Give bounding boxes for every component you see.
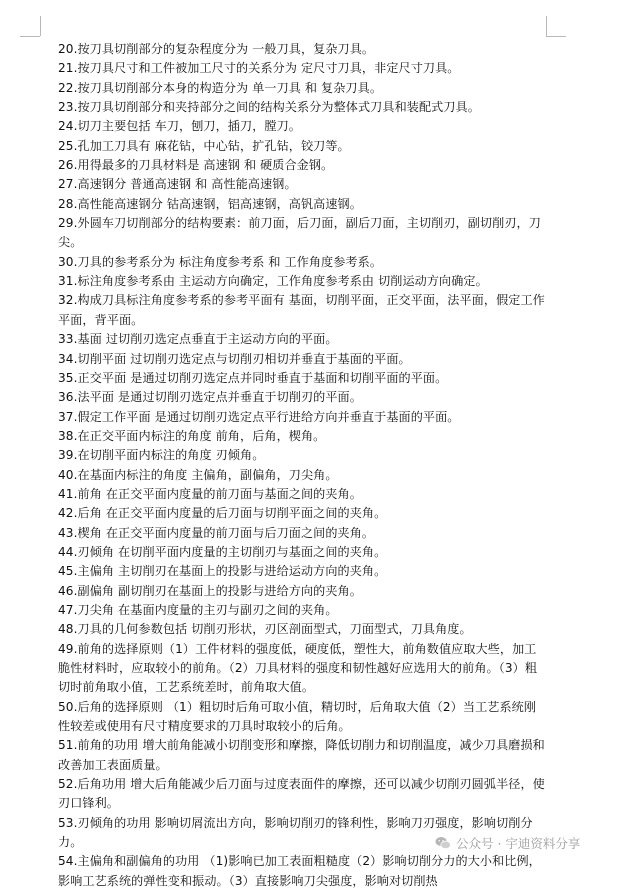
watermark	[434, 832, 580, 854]
paragraph: 53.刃倾角的功用 影响切屑流出方向，影响切削刃的锋利性，影响刀刃强度，影响切削分力。	[58, 815, 533, 850]
paragraph: 48.刀具的几何参数包括 切削刃形状，刃区剖面型式，刀面型式，刀具角度。	[58, 622, 472, 637]
paragraph: 50.后角的选择原则 （1）粗切时后角可取小值，精切时，后角取大值（2）当工艺系统刚性较差或使用有尺寸精度要求的刀具时取较小的后角。	[58, 699, 537, 734]
paragraph: 38.在正交平面内标注的角度 前角，后角，楔角。	[58, 428, 326, 443]
paragraph: 25.孔加工刀具有 麻花钻，中心钻，扩孔钻，铰刀等。	[58, 138, 350, 153]
paragraph: 29.外圆车刀切削部分的结构要素：前刀面，后刀面，副后刀面，主切削刃，副切削刃，刀尖。	[58, 216, 541, 250]
document-body	[58, 40, 548, 891]
crop-mark-top-left-v	[40, 16, 41, 36]
paragraph: 31.标注角度参考系由 主运动方向确定，工作角度参考系由 切削运动方向确定。	[58, 274, 488, 289]
paragraph: 52.后角功用 增大后角能减少后刀面与过度表面件的摩擦，还可以减少切削刃圆弧半径，使刃口锋利。	[58, 777, 545, 811]
paragraph: 42.后角 在正交平面内度量的后刀面与切削平面之间的夹角。	[58, 506, 387, 521]
paragraph: 28.高性能高速钢分 钴高速钢，铝高速钢，高钒高速钢。	[58, 196, 362, 211]
paragraph: 37.假定工作平面 是通过切削刃选定点平行进给方向并垂直于基面的平面。	[58, 409, 460, 424]
paragraph: 39.在切削平面内标注的角度 刃倾角。	[58, 448, 265, 463]
crop-mark-top-left-h	[20, 36, 40, 37]
paragraph: 24.切刀主要包括 车刀，刨刀，插刀，膛刀。	[58, 119, 301, 134]
paragraph: 43.楔角 在正交平面内度量的前刀面与后刀面之间的夹角。	[58, 525, 375, 540]
paragraph: 46.副偏角 副切削刃在基面上的投影与进给方向的夹角。	[58, 583, 362, 598]
paragraph: 44.刃倾角 在切削平面内度量的主切削刃与基面之间的夹角。	[58, 544, 387, 559]
paragraph: 26.用得最多的刀具材料是 高速钢 和 硬质合金钢。	[58, 158, 334, 173]
paragraph: 54.主偏角和副偏角的功用 （1)影响已加工表面粗糙度（2）影响切削分力的大小和比例，影响工艺系统的弹性变和振动。（3）直接影响刀尖强度，影响对切削热	[58, 854, 541, 888]
paragraph: 49.前角的选择原则（1）工件材料的强度低，硬度低，塑性大，前角数值应取大些，加工脆性材料时，应取较小的前角。（2）刀具材料的强度和韧性越好应选用大的前角。（3）粗切时前角取小值，工艺系统差时，前角取大值。	[58, 641, 538, 695]
paragraph: 33.基面 过切削刃选定点垂直于主运动方向的平面。	[58, 332, 338, 347]
paragraph: 34.切削平面 过切削刃选定点与切削刃相切并垂直于基面的平面。	[58, 351, 411, 366]
paragraph: 45.主偏角 主切削刃在基面上的投影与进给运动方向的夹角。	[58, 564, 387, 579]
watermark-text: 公众号 · 宇迪资料分享	[456, 836, 581, 851]
paragraph: 30.刀具的参考系分为 标注角度参考系 和 工作角度参考系。	[58, 254, 383, 269]
paragraph: 21.按刀具尺寸和工件被加工尺寸的关系分为 定尺寸刀具，非定尺寸刀具。	[58, 61, 460, 76]
wechat-icon	[434, 834, 452, 852]
crop-mark-top-right-h	[546, 36, 566, 37]
paragraph: 40.在基面内标注的角度 主偏角，副偏角，刀尖角。	[58, 467, 338, 482]
crop-mark-top-right-v	[546, 16, 547, 36]
paragraph: 47.刀尖角 在基面内度量的主刃与副刃之间的夹角。	[58, 602, 338, 617]
paragraph: 41.前角 在正交平面内度量的前刀面与基面之间的夹角。	[58, 486, 362, 501]
paragraph: 36.法平面 是通过切削刃选定点并垂直于切削刃的平面。	[58, 390, 362, 405]
paragraph: 32.构成刀具标注角度参考系的参考平面有 基面，切削平面，正交平面，法平面，假定工作平面，背平面。	[58, 293, 545, 327]
paragraph: 27.高速钢分 普通高速钢 和 高性能高速钢。	[58, 177, 297, 192]
paragraph: 51.前角的功用 增大前角能减小切削变形和摩擦，降低切削力和切削温度，减少刀具磨损和改善加工表面质量。	[58, 738, 545, 772]
paragraph: 22.按刀具切削部分本身的构造分为 单一刀具 和 复杂刀具。	[58, 80, 383, 95]
paragraph: 35.正交平面 是通过切削刃选定点并同时垂直于基面和切削平面的平面。	[58, 370, 448, 385]
paragraph: 20.按刀具切削部分的复杂程度分为 一般刀具，复杂刀具。	[58, 42, 375, 56]
paragraph: 23.按刀具切削部分和夹持部分之间的结构关系分为整体式刀具和装配式刀具。	[58, 100, 480, 115]
